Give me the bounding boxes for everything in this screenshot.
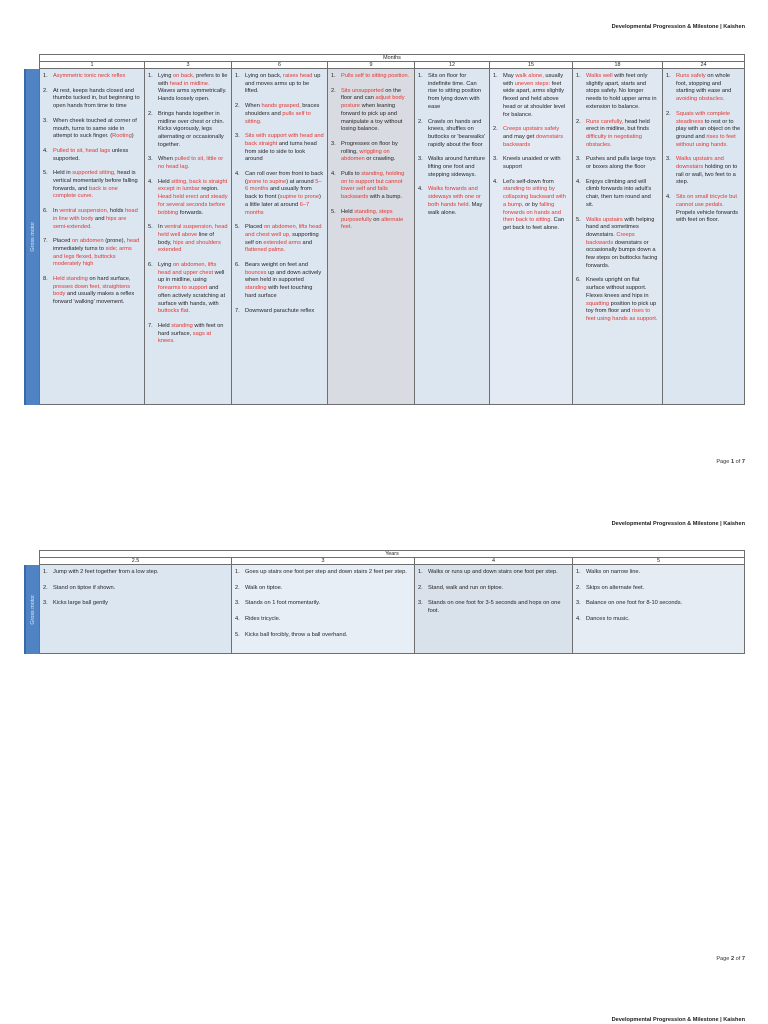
milestone-text: At rest, keeps hands closed and thumbs tucked in, but beginning to open hands from time to time (53, 87, 140, 110)
milestone-item (245, 262, 324, 301)
highlighted-milestone-text: on abdomen, lifts head and upper chest (158, 262, 217, 276)
milestone-item (158, 179, 228, 218)
highlighted-milestone-text: Creeps upstairs safely (503, 126, 560, 133)
age-heading: 2.5 (40, 558, 232, 565)
milestone-text: feet wide apart, arms slightly flexed and held above head or at shoulder level for balance. (503, 80, 566, 118)
milestone-text: prefers to lie with (158, 73, 228, 87)
milestone-text: Can roll over from front to back ( (245, 171, 324, 185)
milestone-text: Crawls on hands and knees, shuffles on buttocks or 'bearwalks' rapidly about the floor (428, 118, 486, 148)
milestone-text: Stand on tiptoe if shown. (53, 584, 116, 591)
milestone-item (53, 170, 141, 201)
milestone-text: region. (199, 186, 219, 193)
highlighted-milestone-text: bounces (245, 269, 267, 276)
milestone-list (235, 569, 411, 640)
age-heading: 24 (663, 62, 745, 69)
row-label-band (24, 565, 39, 654)
milestone-item (245, 600, 411, 608)
milestone-text: or by (523, 201, 540, 208)
milestone-item (53, 238, 141, 269)
highlighted-milestone-text: Head held erect and steady for several seconds before bobbing (158, 194, 228, 216)
milestone-text: Pushes and pulls large toys or boxes along the floor (586, 156, 656, 171)
highlighted-milestone-text: forearms to support (158, 285, 208, 292)
milestone-item (341, 171, 411, 202)
milestone-text: well up in midline, using (158, 269, 225, 284)
milestone-list (576, 569, 741, 624)
milestone-text: position to pick up toy from floor and (586, 300, 657, 315)
milestone-item (676, 111, 741, 150)
age-heading: 3 (145, 62, 232, 69)
milestone-text: Kicks ball forcibly, throw a ball overhand. (245, 631, 348, 638)
milestone-text: Stands on 1 foot momentarily. (245, 600, 321, 607)
of-word: of (735, 459, 741, 465)
age-heading: 12 (415, 62, 490, 69)
milestone-list (418, 73, 486, 217)
highlighted-milestone-text: hips and shoulders extended (158, 239, 221, 254)
milestone-list (418, 569, 569, 616)
highlighted-milestone-text: pulls self to sitting. (245, 110, 311, 125)
age-column-milestones (663, 69, 745, 405)
highlighted-milestone-text: ventral suspension, head held well above (158, 224, 228, 238)
highlighted-milestone-text: 5–6 months (245, 178, 322, 193)
milestone-item (503, 126, 569, 149)
milestone-text: Kneels unaided or with support (503, 156, 561, 171)
milestone-text: Progresses on floor by rolling, (341, 140, 398, 155)
milestone-item (586, 277, 659, 323)
milestone-text: immediately turns to (53, 245, 106, 252)
highlighted-milestone-text: head (126, 238, 140, 245)
milestone-item (158, 323, 228, 346)
milestone-text: Sits on floor for indefinite time. Can rise to sitting position from lying down with ease (428, 73, 482, 110)
page-footer (716, 458, 745, 466)
highlighted-milestone-text: lumbar (182, 186, 200, 193)
age-column-milestones (415, 565, 573, 654)
milestone-text: Kneels upright on flat surface without support. Flexes knees and hips in (586, 277, 649, 299)
milestone-item (586, 217, 659, 271)
highlighted-milestone-text: 6–7 months (245, 201, 310, 216)
milestone-text: forwards. (178, 209, 204, 216)
highlighted-milestone-text: Sits on small tricycle but cannot use pedals. (676, 194, 738, 208)
age-column-milestones (40, 565, 232, 654)
milestone-item (158, 262, 228, 316)
milestone-item (503, 156, 569, 171)
milestone-text: or crawling. (364, 156, 396, 163)
milestone-text: and may get (503, 133, 536, 140)
age-heading: 1 (40, 62, 145, 69)
milestone-item (245, 632, 411, 640)
row-label: Gross motor (29, 594, 36, 625)
highlighted-milestone-text: walk alone, (515, 73, 544, 79)
milestone-item (586, 569, 741, 577)
milestone-item (676, 73, 741, 104)
milestone-item (245, 171, 324, 217)
age-heading: 5 (573, 558, 745, 565)
milestone-text: May (503, 73, 516, 79)
age-heading-row (40, 558, 745, 565)
milestone-text: head is vertical momentarily before falling forwards, and (53, 170, 138, 192)
highlighted-milestone-text: standing, steps purposefully (341, 208, 393, 223)
milestone-text: Bears weight on feet and (245, 262, 308, 269)
milestone-text: Pulls to (341, 171, 362, 178)
milestone-list (148, 73, 228, 346)
milestone-item (428, 569, 569, 577)
milestone-list (493, 73, 569, 233)
milestone-text: (prone), (103, 238, 127, 245)
milestone-text: Stands on one foot for 3-5 seconds and hops on one foot. (428, 600, 561, 615)
highlighted-milestone-text: sags at knees. (158, 330, 212, 345)
milestone-text: with feet on hard surface, (158, 322, 224, 337)
milestone-item (503, 73, 569, 119)
highlighted-milestone-text: supported sitting, (72, 170, 116, 177)
age-heading: 6 (232, 62, 328, 69)
milestone-item (586, 616, 741, 624)
highlighted-milestone-text: standing (245, 285, 267, 292)
milestone-text: In (53, 208, 60, 215)
highlighted-milestone-text: rises to feet using hands as support. (586, 308, 658, 322)
age-heading-row (40, 62, 745, 69)
highlighted-milestone-text: difficulty in negotiating obstacles. (586, 133, 642, 148)
milestone-item (586, 73, 659, 112)
page-number: 2 (730, 956, 735, 962)
milestone-text: Brings hands together in midline over chest or chin. Kicks vigorously, legs alternating or occasionally together. (158, 110, 225, 148)
milestone-row (40, 565, 745, 654)
highlighted-milestone-text: Walks upstairs and downstairs (676, 156, 724, 171)
page-total: 7 (741, 459, 745, 465)
milestone-text: Lying (158, 73, 173, 79)
highlighted-milestone-text: on abdomen, lifts head and chest well up, (245, 224, 322, 238)
milestone-text: with helping hand and sometimes downstairs. (586, 216, 655, 238)
highlighted-milestone-text: flattened palms. (245, 247, 286, 254)
milestone-item (341, 141, 411, 164)
milestone-item (428, 186, 486, 217)
running-header: Developmental Progression & Milestone | Kaishen (611, 24, 745, 30)
group-heading: Years (40, 551, 745, 558)
milestone-list (235, 73, 324, 315)
milestone-text: Waves arms symmetrically. Hands loosely open. (158, 88, 227, 103)
highlighted-milestone-text: Sits with support with head and back straight (245, 133, 324, 147)
highlighted-milestone-text: hands grasped, (261, 103, 301, 110)
milestone-text: In (158, 224, 165, 231)
milestone-list (331, 73, 411, 232)
highlighted-milestone-text: Sits unsupported (341, 87, 384, 94)
milestone-text: ) a little later at around (245, 194, 321, 208)
milestone-text: Lying on back, (245, 73, 284, 79)
row-label-band (24, 69, 39, 405)
milestone-text: and (300, 239, 313, 246)
page-word: Page (716, 459, 730, 465)
milestone-text: and often actively scratching at surface with hands, with (158, 285, 226, 307)
highlighted-milestone-text: Walks upstairs (586, 216, 623, 223)
milestone-item (586, 119, 659, 150)
milestone-item (53, 208, 141, 231)
highlighted-milestone-text: Walks forwards and sideways with one or both hands held. (428, 186, 481, 208)
highlighted-milestone-text: standing to sitting by collapsing backward with a bump, (503, 186, 566, 208)
milestone-text: braces shoulders and (245, 103, 320, 117)
milestone-item (341, 209, 411, 232)
age-heading: 15 (490, 62, 573, 69)
milestone-item (428, 73, 486, 112)
highlighted-milestone-text: uneven steps: (514, 80, 551, 87)
milestone-text: Lying (158, 262, 173, 269)
milestone-text: When (245, 103, 262, 110)
milestone-list (43, 569, 228, 608)
milestone-table-years (39, 550, 745, 654)
milestone-text: downstairs or occasionally bumps down a few steps on buttocks facing forwards. (586, 239, 658, 269)
age-column-milestones (573, 565, 745, 654)
highlighted-milestone-text: Rooting (112, 133, 132, 140)
milestone-row (40, 69, 745, 405)
milestone-item (245, 73, 324, 96)
milestone-list (43, 73, 141, 307)
age-column-milestones (40, 69, 145, 405)
milestone-item (53, 569, 228, 577)
highlighted-milestone-text: ventral suspension, (59, 208, 109, 215)
milestone-text: with feet touching hard surface (245, 285, 313, 299)
milestone-item (341, 73, 411, 81)
milestone-text: with a bump. (368, 194, 403, 201)
milestone-text: Held (341, 208, 355, 215)
milestone-item (53, 88, 141, 111)
milestone-text: supporting self on (245, 231, 319, 246)
milestone-item (676, 156, 741, 187)
milestone-text: Held (158, 178, 172, 185)
highlighted-milestone-text: sitting, back is straight except in (158, 178, 228, 193)
milestone-text: line of body, (158, 231, 214, 246)
highlighted-milestone-text: wriggling on abdomen (341, 148, 390, 163)
milestone-text: Downward parachute reflex (245, 307, 315, 314)
milestone-text: holds (108, 208, 126, 215)
highlighted-milestone-text: on abdomen (71, 238, 104, 245)
age-column-milestones (232, 69, 328, 405)
milestone-text: Skips on alternate feet. (586, 584, 645, 591)
milestone-item (428, 600, 569, 615)
highlighted-milestone-text: on back, (172, 73, 195, 79)
milestone-text: to rest or to play with an object on the ground and (676, 118, 741, 140)
age-heading: 3 (232, 558, 415, 565)
highlighted-milestone-text: supine to prone (279, 194, 319, 201)
milestone-item (158, 224, 228, 255)
highlighted-milestone-text: Runs carefully, (586, 118, 624, 125)
milestone-text: Walks around furniture lifting one foot and stepping sideways. (428, 156, 486, 178)
highlighted-milestone-text: prone to supine (246, 178, 287, 185)
age-column-milestones (490, 69, 573, 405)
highlighted-milestone-text: falling forwards on hands and then back to sitting. (503, 201, 561, 224)
highlighted-milestone-text: Held standing (53, 276, 88, 283)
highlighted-milestone-text: Pulled to sit, head lags (53, 147, 111, 154)
highlighted-milestone-text: avoiding obstacles. (676, 96, 725, 103)
milestone-text: Walk on tiptoe. (245, 584, 283, 591)
milestone-text: Walks on narrow line. (586, 569, 641, 575)
milestone-text: on hard surface, (87, 276, 131, 283)
milestone-item (245, 616, 411, 624)
milestone-item (245, 308, 324, 316)
age-heading: 9 (328, 62, 415, 69)
page-word: Page (716, 956, 730, 962)
highlighted-milestone-text: pulled to sit, little or no head lag. (158, 156, 224, 171)
milestone-text: on whole foot, stopping and starting with ease and (676, 73, 732, 95)
page-footer (716, 955, 745, 963)
milestone-list (666, 73, 741, 225)
highlighted-milestone-text: adjust body posture (341, 95, 405, 110)
milestone-text: Walks or runs up and down stairs one foot per step. (428, 569, 558, 575)
highlighted-milestone-text: Creeps backwards (586, 231, 635, 246)
milestone-item (53, 118, 141, 141)
of-word: of (735, 956, 741, 962)
highlighted-milestone-text: presses down feet, straightens body (53, 283, 131, 298)
milestone-item (158, 73, 228, 104)
milestone-text: head held erect in midline, but finds (586, 118, 650, 133)
milestone-text: Let's self-down from (503, 178, 554, 185)
milestone-text: Placed (245, 224, 264, 231)
highlighted-milestone-text: alternate feet. (341, 216, 404, 231)
milestone-item (158, 156, 228, 171)
highlighted-milestone-text: standing, holding on to support but cannot lower self and falls backwards (341, 171, 405, 201)
milestone-item (53, 276, 141, 307)
highlighted-milestone-text: squatting (586, 300, 610, 307)
milestone-text: and turns head from side to side to look around (245, 140, 317, 163)
milestone-item (428, 156, 486, 179)
milestone-text: Held in (53, 170, 73, 177)
milestone-item (245, 133, 324, 164)
highlighted-milestone-text: head in midline. (169, 80, 210, 87)
milestone-text: up and moves arms up to be lifted. (245, 73, 321, 95)
highlighted-milestone-text: raises head (283, 73, 313, 79)
page-number: 1 (730, 459, 735, 465)
milestone-item (428, 585, 569, 593)
milestone-text: Goes up stairs one foot per step and down stairs 2 feet per step. (245, 569, 407, 575)
highlighted-milestone-text: Pulls self to sitting position. (341, 73, 410, 79)
milestone-text: Enjoys climbing and will climb forwards into adult's chair, then turn round and sit. (586, 178, 652, 208)
milestone-text: May walk alone. (428, 201, 483, 216)
milestone-text: holding on to rail or wall, two feet to a step. (676, 164, 738, 186)
age-column-milestones (328, 69, 415, 405)
age-column-milestones (573, 69, 663, 405)
highlighted-milestone-text: standing (171, 322, 193, 329)
milestone-item (245, 103, 324, 126)
milestone-text: and (93, 215, 107, 222)
highlighted-milestone-text: back is one complete curve. (53, 185, 118, 200)
milestone-text: Can get back to feet alone. (503, 217, 565, 231)
milestone-text: on the floor and can (341, 87, 402, 102)
milestone-item (53, 148, 141, 163)
highlighted-milestone-text: Walks well (586, 73, 613, 79)
milestone-item (158, 111, 228, 150)
highlighted-milestone-text: head in line with body (53, 208, 138, 222)
milestone-item (586, 179, 659, 210)
page-total: 7 (741, 956, 745, 962)
highlighted-milestone-text: downstairs backwards (503, 133, 564, 148)
milestone-text: Rides tricycle. (245, 616, 281, 623)
milestone-item (245, 569, 411, 577)
milestone-text: up and down actively when held in supported (245, 269, 322, 284)
milestone-list (576, 73, 659, 324)
milestone-text: unless supported. (53, 147, 129, 162)
milestone-item (428, 119, 486, 150)
age-heading: 4 (415, 558, 573, 565)
highlighted-milestone-text: side; arms and legs flexed, buttocks moderately high (53, 245, 132, 268)
milestone-item (586, 600, 741, 608)
milestone-text: When (158, 156, 175, 163)
row-label: Gross motor (29, 222, 36, 252)
milestone-text: Jump with 2 feet together from a low step. (53, 569, 159, 575)
milestone-text: Balance on one foot for 8-10 seconds. (586, 600, 683, 607)
age-column-milestones (145, 69, 232, 405)
age-column-milestones (415, 69, 490, 405)
milestone-item (341, 88, 411, 134)
milestone-text: on (371, 216, 382, 223)
milestone-text: and usually from back to front ( (245, 186, 312, 201)
milestone-text: ) (131, 133, 134, 140)
highlighted-milestone-text: Runs safely (676, 73, 706, 79)
highlighted-milestone-text: Squats with complete steadiness (676, 110, 731, 125)
milestone-text: Placed (53, 238, 72, 245)
milestone-item (586, 156, 659, 171)
highlighted-milestone-text: hips are semi-extended. (53, 215, 127, 230)
milestone-text: Held (158, 322, 172, 329)
milestone-item (53, 585, 228, 593)
group-heading: Months (40, 55, 745, 62)
age-column-milestones (232, 565, 415, 654)
milestone-item (245, 224, 324, 255)
highlighted-milestone-text: Asymmetric tonic neck reflex (53, 73, 126, 79)
milestone-item (53, 600, 228, 608)
milestone-text: usually with (503, 73, 564, 87)
milestone-text: Kicks large ball gently (53, 600, 109, 607)
milestone-text: Propels vehicle forwards with feet on floor. (676, 209, 738, 224)
milestone-text: Stand, walk and run on tiptoe. (428, 584, 504, 591)
milestone-item (245, 585, 411, 593)
milestone-table-months (39, 54, 745, 405)
milestone-item (503, 179, 569, 233)
milestone-item (53, 73, 141, 81)
highlighted-milestone-text: buttocks flat. (158, 308, 190, 315)
highlighted-milestone-text: extended arms (263, 239, 301, 246)
milestone-item (676, 194, 741, 225)
highlighted-milestone-text: rises to feet without using hands. (676, 133, 736, 148)
milestone-text: ) at around (286, 178, 316, 185)
milestone-text: and usually makes a reflex forward 'walking' movement. (53, 291, 135, 306)
milestone-text: Dances to music. (586, 616, 630, 623)
milestone-text: with feet only slightly apart, starts and stops safely. No longer needs to hold upper arms in extension to balance. (586, 73, 657, 110)
milestone-text: when leaning forward to pick up and manipulate a toy without losing balance. (341, 103, 403, 133)
milestone-item (586, 585, 741, 593)
age-heading: 18 (573, 62, 663, 69)
running-header: Developmental Progression & Milestone | Kaishen (611, 1017, 745, 1023)
milestone-text: When cheek touched at corner of mouth, turns to same side in attempt to suck finger. ( (53, 117, 137, 140)
running-header: Developmental Progression & Milestone | Kaishen (611, 521, 745, 527)
